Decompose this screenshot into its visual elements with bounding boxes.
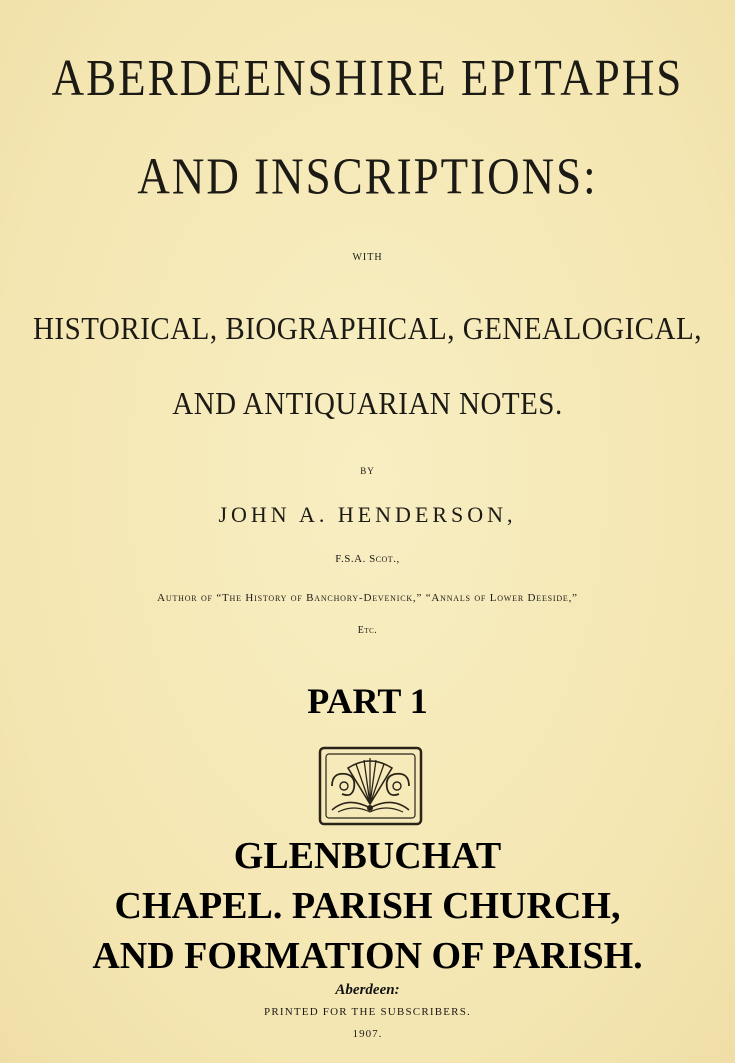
imprint-year: 1907. — [352, 1028, 383, 1040]
by-label: BY — [360, 466, 375, 476]
floral-ornament-icon — [318, 746, 423, 826]
subtitle-line-1: HISTORICAL, BIOGRAPHICAL, GENEALOGICAL, — [32, 311, 703, 347]
imprint-city: Aberdeen: — [335, 982, 400, 998]
author-etc: Etc. — [357, 625, 378, 636]
with-label: WITH — [352, 252, 383, 263]
part-heading: PART 1 — [307, 681, 428, 721]
section-line-1: GLENBUCHAT — [233, 835, 502, 877]
title-line-1: ABERDEENSHIRE EPITAPHS — [51, 49, 684, 107]
author-name: JOHN A. HENDERSON, — [218, 502, 517, 527]
subtitle-line-2: AND ANTIQUARIAN NOTES. — [172, 386, 563, 422]
imprint-printed: PRINTED FOR THE SUBSCRIBERS. — [264, 1006, 471, 1018]
title-line-2: AND INSCRIPTIONS: — [137, 147, 598, 205]
section-line-3: AND FORMATION OF PARISH. — [92, 935, 643, 977]
section-line-2: CHAPEL. PARISH CHURCH, — [114, 885, 621, 927]
author-works: Author of “The History of Banchory-Devenick,” “Annals of Lower Deeside,” — [157, 592, 578, 604]
author-credentials: F.S.A. Scot., — [335, 553, 400, 565]
